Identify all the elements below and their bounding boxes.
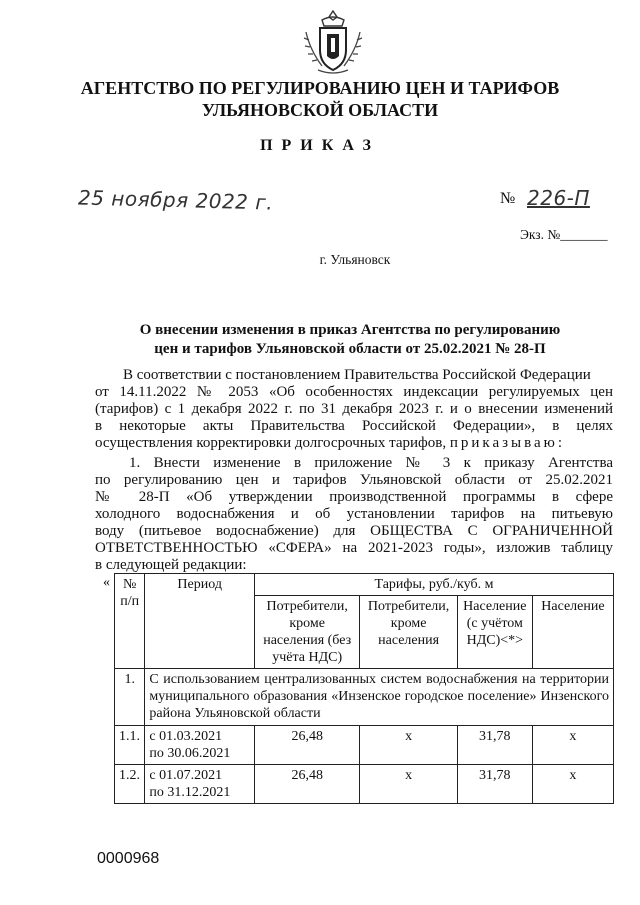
item-1-line: холодного водоснабжения и об установлении тарифов на питьевую <box>95 506 613 522</box>
preamble-line: (тарифов) с 1 декабря 2022 г. по 31 декабря 2023 г. и о внесении изменений <box>95 401 613 417</box>
period-from: с 01.07.2021 <box>149 768 223 783</box>
table-open-quote: « <box>103 575 110 590</box>
city-label: г. Ульяновск <box>319 252 391 267</box>
row-value-cell: x <box>360 726 457 765</box>
header-period-cell: Период <box>145 574 255 669</box>
row-value-cell: 31,78 <box>457 726 532 765</box>
agency-name-line2: УЛЬЯНОВСКОЙ ОБЛАСТИ <box>201 100 439 120</box>
table-row <box>115 726 614 765</box>
row-num-cell: 1.1. <box>115 726 145 765</box>
item-1-line: в следующей редакции: <box>95 557 247 573</box>
item-1-line: 1. Внести изменение в приложение № 3 к приказу Агентства <box>129 455 613 471</box>
copy-number-label: Экз. №_______ <box>520 227 608 242</box>
item-1-paragraph <box>95 455 613 574</box>
subheader-cell: Население (с учётом НДС)<*> <box>457 596 532 669</box>
preamble-line-last <box>95 435 613 452</box>
document-title: ПРИКАЗ <box>260 137 380 154</box>
table-section-row <box>115 669 614 726</box>
row-value-cell: x <box>532 765 613 804</box>
row-value-cell: 26,48 <box>254 726 359 765</box>
coat-of-arms-emblem <box>300 8 366 76</box>
row-num-cell: 1.2. <box>115 765 145 804</box>
period-to: по 30.06.2021 <box>149 746 231 761</box>
item-1-line: ОТВЕТСТВЕННОСТЬЮ «СФЕРА» на 2021-2023 годы», изложив таблицу <box>95 540 613 556</box>
table-row <box>115 765 614 804</box>
handwritten-order-number: 226-П <box>527 186 590 210</box>
row-value-cell: x <box>532 726 613 765</box>
header-num-cell: № п/п <box>115 574 145 669</box>
handwritten-date: 25 ноября 2022 г. <box>77 185 274 215</box>
subject-line-2: цен и тарифов Ульяновской области от 25.02.2021 № 28-П <box>154 341 546 357</box>
row-period-cell <box>145 765 255 804</box>
period-from: с 01.03.2021 <box>149 729 223 744</box>
subheader-cell: Население <box>532 596 613 669</box>
order-number-label: № <box>500 190 516 207</box>
item-1-line: по регулированию цен и тарифов Ульяновской области от 25.02.2021 <box>95 472 613 488</box>
table-header-row <box>115 574 614 596</box>
header-tariffs-cell: Тарифы, руб./куб. м <box>254 574 613 596</box>
preamble-text: осуществления корректировки долгосрочных тарифов, <box>95 435 447 451</box>
subject-line-1: О внесении изменения в приказ Агентства по регулированию <box>139 322 561 338</box>
order-subject <box>130 321 570 359</box>
preamble-paragraph <box>95 367 613 452</box>
row-value-cell: 31,78 <box>457 765 532 804</box>
agency-name-line1: АГЕНТСТВО ПО РЕГУЛИРОВАНИЮ ЦЕН И ТАРИФОВ <box>80 78 560 98</box>
preamble-line: от 14.11.2022 № 2053 «Об особенностях индексации регулируемых цен <box>95 384 613 400</box>
section-text-cell: С использованием централизованных систем водоснабжения на территории муниципального образования «Инзенское городское поселение» Инзенского района Ульяновской области <box>145 669 614 726</box>
subheader-cell: Потребители, кроме населения <box>360 596 457 669</box>
item-1-line: № 28-П «Об утверждении производственной программы в сфере <box>95 489 613 505</box>
preamble-line: в некоторые акты Правительства Российской Федерации», в целях <box>95 418 613 434</box>
row-value-cell: 26,48 <box>254 765 359 804</box>
row-value-cell: x <box>360 765 457 804</box>
item-1-line: воду (питьевое водоснабжение) для ОБЩЕСТВА С ОГРАНИЧЕННОЙ <box>95 523 613 539</box>
row-period-cell <box>145 726 255 765</box>
period-to: по 31.12.2021 <box>149 785 231 800</box>
document-serial-number: 0000968 <box>97 850 160 867</box>
section-num-cell: 1. <box>115 669 145 726</box>
preamble-line: В соответствии с постановлением Правительства Российской Федерации <box>123 367 591 383</box>
tariff-table <box>114 573 614 804</box>
order-verb: приказываю: <box>449 435 566 451</box>
subheader-cell: Потребители, кроме населения (без учёта НДС) <box>254 596 359 669</box>
